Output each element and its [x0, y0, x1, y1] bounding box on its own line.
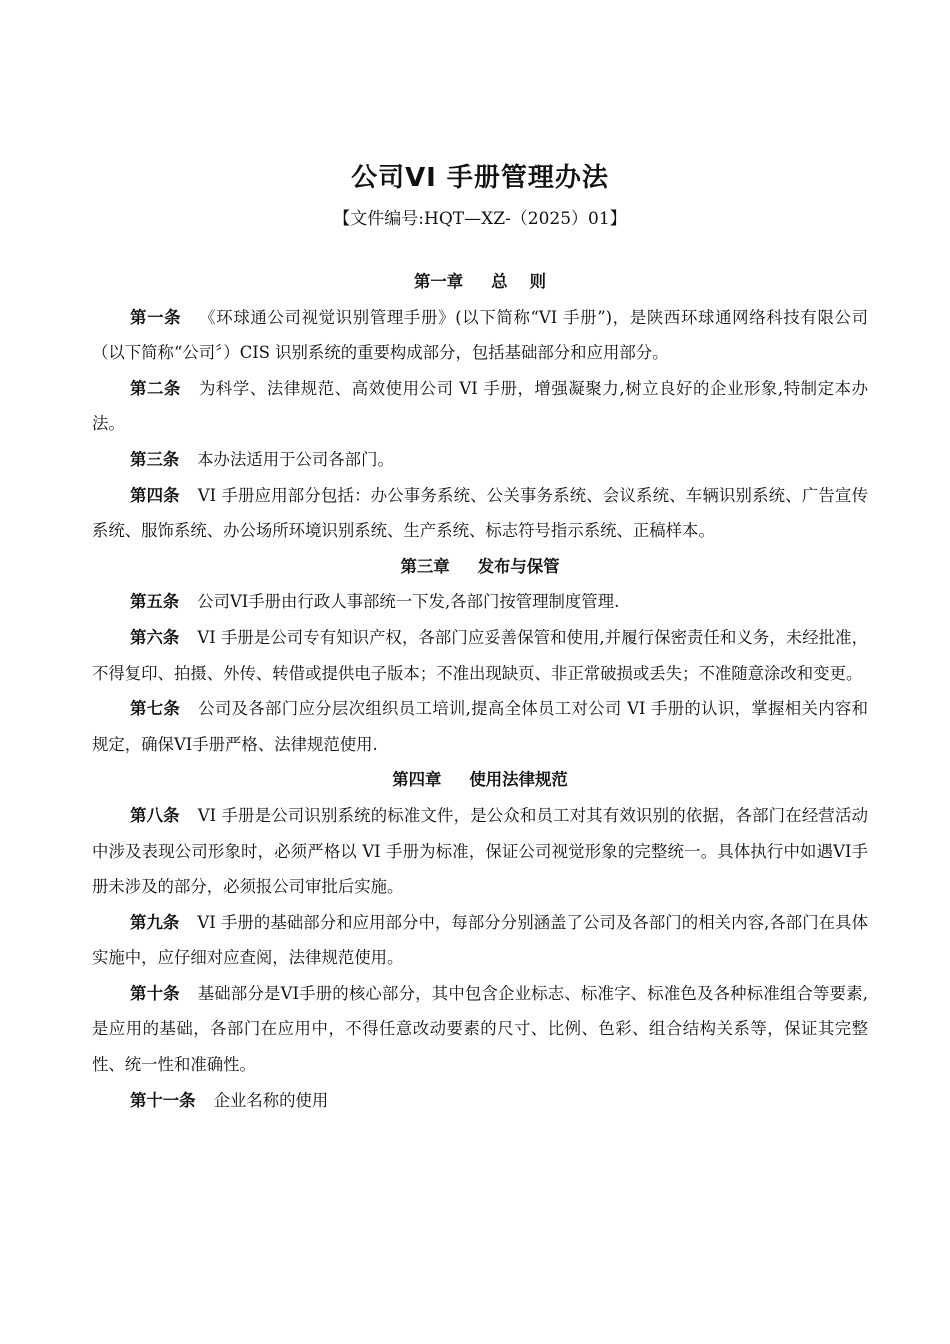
article-2	[92, 371, 868, 442]
article-7	[92, 691, 868, 762]
document-number: 【文件编号:HQT—XZ-（2025）01】	[333, 209, 627, 229]
article-9	[92, 905, 868, 976]
article-text: VI 手册的基础部分和应用部分中，每部分分别涵盖了公司及各部门的相关内容,各部门在具体实施中，应仔细对应查阅，法律规范使用。	[92, 912, 868, 968]
chapter-heading-3	[92, 549, 868, 585]
article-text: 公司VI手册由行政人事部统一下发,各部门按管理制度管理.	[197, 592, 620, 612]
article-1	[92, 300, 868, 371]
article-text: 公司及各部门应分层次组织员工培训,提高全体员工对公司 VI 手册的认识，掌握相关内容和规定，确保VI手册严格、法律规范使用.	[92, 699, 868, 754]
article-8	[92, 798, 868, 905]
chapter-number: 第三章	[400, 556, 450, 576]
chapter-title: 发布与保管	[477, 556, 560, 576]
article-10	[92, 976, 868, 1083]
article-label: 第九条	[130, 912, 180, 932]
article-5	[92, 584, 868, 620]
article-label: 第十条	[130, 983, 180, 1003]
article-label: 第二条	[130, 378, 181, 398]
article-text: 为科学、法律规范、高效使用公司 VI 手册，增强凝聚力,树立良好的企业形象,特制定本办法。	[92, 378, 868, 434]
article-text: 基础部分是VI手册的核心部分，其中包含企业标志、标准字、标准色及各种标准组合等要素,是应用的基础，各部门在应用中，不得任意改动要素的尺寸、比例、色彩、组合结构关系等，保证其完整性、统一性和准确性。	[92, 983, 868, 1075]
article-label: 第七条	[130, 699, 181, 719]
article-text: 本办法适用于公司各部门。	[197, 449, 394, 469]
article-label: 第十一条	[130, 1090, 196, 1110]
article-label: 第五条	[130, 592, 180, 612]
article-text: 企业名称的使用	[213, 1090, 329, 1110]
article-text: VI 手册应用部分包括：办公事务系统、公关事务系统、会议系统、车辆识别系统、广告宣传系统、服饰系统、办公场所环境识别系统、生产系统、标志符号指示系统、正稿样本。	[92, 485, 868, 541]
article-3	[92, 442, 868, 478]
article-6	[92, 620, 868, 691]
chapter-title: 总 则	[491, 272, 547, 291]
article-label: 第四条	[130, 485, 180, 505]
article-label: 第三条	[130, 449, 180, 469]
chapter-heading-1	[92, 264, 868, 300]
article-text: VI 手册是公司专有知识产权，各部门应妥善保管和使用,并履行保密责任和义务，未经批准，不得复印、拍摄、外传、转借或提供电子版本；不准出现缺页、非正常破损或丢失；不准随意涂改和变更。	[92, 627, 868, 683]
article-text: VI 手册是公司识别系统的标准文件，是公众和员工对其有效识别的依据，各部门在经营活动中涉及表现公司形象时，必须严格以 VI 手册为标准，保证公司视觉形象的完整统一。具体执行中如遇VI手册未涉及的部分，必须报公司审批后实施。	[92, 805, 868, 897]
chapter-title: 使用法律规范	[469, 770, 568, 790]
article-label: 第八条	[130, 805, 180, 825]
document-page	[92, 0, 868, 1344]
chapter-number: 第四章	[392, 770, 442, 790]
chapter-number: 第一章	[413, 272, 464, 291]
article-4	[92, 478, 868, 549]
article-11	[92, 1083, 868, 1119]
article-label: 第一条	[130, 307, 182, 327]
article-label: 第六条	[130, 627, 180, 647]
chapter-heading-4	[92, 762, 868, 798]
document-title: 公司VI 手册管理办法	[351, 163, 609, 193]
article-text: 《环球通公司视觉识别管理手册》(以下简称“VI 手册”)，是陕西环球通网络科技有限公司（以下简称“公司〞）CIS 识别系统的重要构成部分，包括基础部分和应用部分。	[92, 307, 868, 363]
document-body	[92, 264, 868, 1118]
